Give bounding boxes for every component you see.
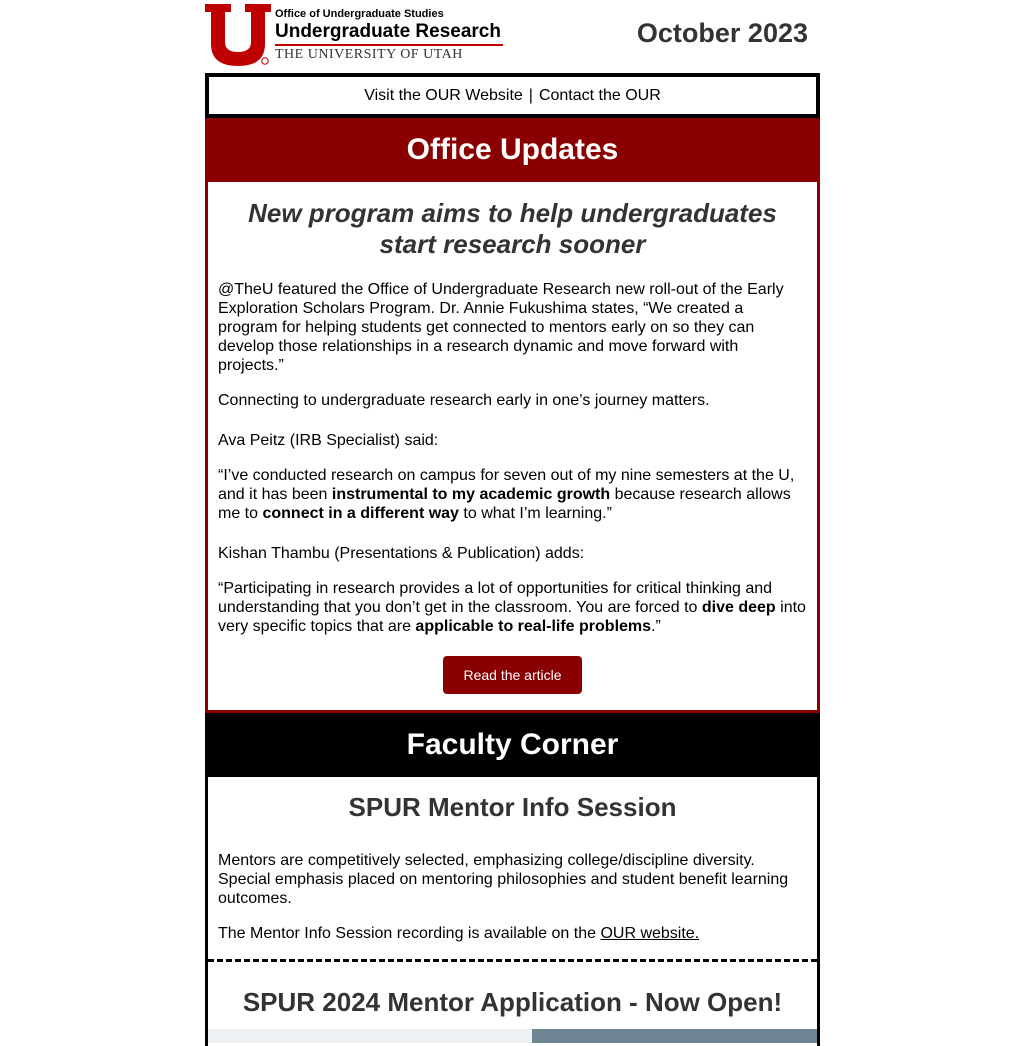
application-image-right <box>532 1029 817 1043</box>
article-intro: @TheU featured the Office of Undergraduate Research new roll-out of the Early Exploration Scholars Program. Dr. Annie Fukushima states, “We created a program for helping students get connected to mentors early on so they can develop those relationships in a research dynamic and move forward with projects.” <box>218 281 784 374</box>
office-updates-body <box>205 182 820 713</box>
our-website-inline-link[interactable]: OUR website. <box>600 925 700 942</box>
links-bar <box>205 73 820 118</box>
mentor-session-text: Mentors are competitively selected, emphasizing college/discipline diversity. Special emphasis placed on mentoring philosophies and student benefit learning outcomes. <box>218 852 789 907</box>
link-separator: | <box>528 86 533 104</box>
application-image <box>208 1029 817 1043</box>
kishan-quote: “Participating in research provides a lot of opportunities for critical thinking and understanding that you don’t get in the classroom. You are forced to dive deep into very specific topics that are applicable to real-life problems.” <box>218 580 806 635</box>
article-connecting: Connecting to undergraduate research early in one’s journey matters. <box>218 392 710 409</box>
ava-intro: Ava Peitz (IRB Specialist) said: <box>218 432 439 449</box>
faculty-corner-body <box>205 777 820 972</box>
mentor-application-block <box>205 972 820 1046</box>
contact-our-link[interactable]: Contact the OUR <box>538 86 661 104</box>
mentor-application-title: SPUR 2024 Mentor Application - Now Open! <box>242 987 783 1017</box>
recording-text: The Mentor Info Session recording is available on the OUR website. <box>218 925 700 942</box>
faculty-corner-heading: Faculty Corner <box>205 713 820 777</box>
application-image-left <box>208 1029 532 1043</box>
newsletter <box>205 0 820 1046</box>
article-title: New program aims to help undergraduates start research sooner <box>248 198 777 259</box>
ava-quote: “I’ve conducted research on campus for seven out of my nine semesters at the U, and it has been instrumental to my academic growth because research allows me to connect in a different way to what I’m learning.” <box>218 467 795 522</box>
office-updates-heading: Office Updates <box>205 118 820 182</box>
our-website-link[interactable]: Visit the OUR Website <box>364 86 523 104</box>
logo-university: THE UNIVERSITY OF UTAH <box>275 47 463 62</box>
dashed-divider <box>208 959 817 962</box>
newsletter-header <box>205 0 820 73</box>
our-logo[interactable] <box>205 4 505 66</box>
logo-wordmark <box>275 4 505 64</box>
read-article-wrap <box>218 656 807 694</box>
kishan-intro: Kishan Thambu (Presentations & Publication) adds: <box>218 545 585 562</box>
issue-date: October 2023 <box>636 18 808 48</box>
read-article-button[interactable]: Read the article <box>443 656 581 694</box>
university-u-logo-icon <box>205 4 271 66</box>
logo-title: Undergraduate Research <box>275 21 501 42</box>
mentor-session-title: SPUR Mentor Info Session <box>348 792 677 822</box>
logo-office-label: Office of Undergraduate Studies <box>275 8 444 20</box>
